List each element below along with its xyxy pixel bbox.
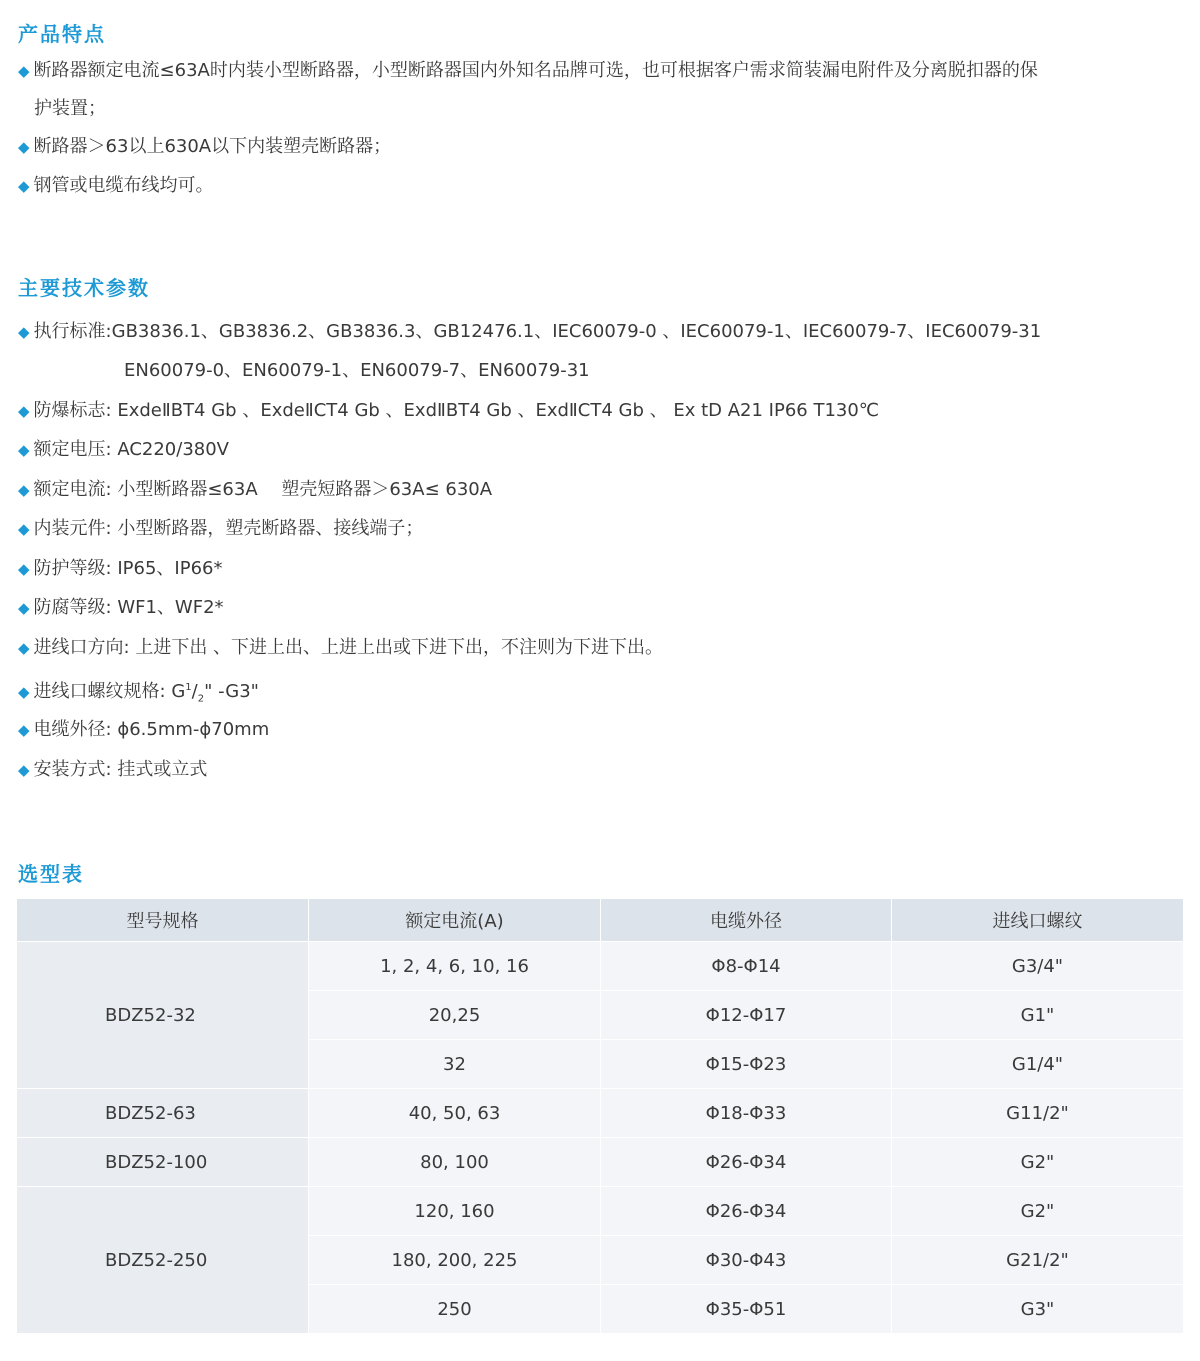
current-cell: 32 bbox=[309, 1040, 601, 1089]
current-cell: 180, 200, 225 bbox=[309, 1236, 601, 1285]
header-model: 型号规格 bbox=[17, 899, 309, 942]
thread-cell: G2" bbox=[892, 1138, 1184, 1187]
selection-table bbox=[16, 898, 1184, 1334]
current-cell: 80, 100 bbox=[309, 1138, 601, 1187]
header-cable-diameter: 电缆外径 bbox=[601, 899, 892, 942]
param-item-thread: ◆ 进线口螺纹规格: $G^1/_2$" -G3" bbox=[18, 681, 259, 705]
thread-cell: G21/2" bbox=[892, 1236, 1184, 1285]
current-cell: 20,25 bbox=[309, 991, 601, 1040]
model-cell: BDZ52-63 bbox=[17, 1089, 309, 1138]
diamond-bullet-icon: ◆ bbox=[18, 761, 30, 779]
model-cell: BDZ52-32 bbox=[17, 942, 309, 1089]
feature-item: ◆ 钢管或电缆布线均可。 bbox=[18, 175, 214, 196]
cable-cell: Φ18-Φ33 bbox=[601, 1089, 892, 1138]
param-item: ◆ 进线口方向: 上进下出 、下进上出、上进上出或下进下出，不注则为下进下出。 bbox=[18, 637, 664, 658]
thread-cell: G3/4" bbox=[892, 942, 1184, 991]
diamond-bullet-icon: ◆ bbox=[18, 402, 30, 420]
param-item: ◆ 电缆外径: ϕ6.5mm-ϕ70mm bbox=[18, 719, 270, 740]
thread-cell: G1/4" bbox=[892, 1040, 1184, 1089]
model-cell: BDZ52-250 bbox=[17, 1187, 309, 1334]
cable-cell: Φ35-Φ51 bbox=[601, 1285, 892, 1334]
current-cell: 40, 50, 63 bbox=[309, 1089, 601, 1138]
thread-cell: G11/2" bbox=[892, 1089, 1184, 1138]
param-standard-continuation: EN60079-0、EN60079-1、EN60079-7、EN60079-31 bbox=[124, 360, 590, 381]
diamond-bullet-icon: ◆ bbox=[18, 62, 30, 80]
param-item: ◆ 防爆标志: ExdeⅡBT4 Gb 、ExdeⅡCT4 Gb 、ExdⅡBT4 Gb 、ExdⅡCT4 Gb 、 Ex tD A21 IP66 T130℃ bbox=[18, 400, 880, 421]
header-current: 额定电流(A) bbox=[309, 899, 601, 942]
param-item: ◆ 额定电压: AC220/380V bbox=[18, 439, 229, 460]
diamond-bullet-icon: ◆ bbox=[18, 639, 30, 657]
diamond-bullet-icon: ◆ bbox=[18, 520, 30, 538]
feature-item-continuation: 护装置； bbox=[34, 98, 106, 119]
feature-item: ◆ 断路器＞63以上630A以下内装塑壳断路器； bbox=[18, 136, 392, 157]
table-row bbox=[17, 1089, 1184, 1138]
feature-item: ◆ 断路器额定电流≤63A时内装小型断路器，小型断路器国内外知名品牌可选，也可根据客户需求简装漏电附件及分离脱扣器的保 bbox=[18, 60, 1038, 81]
thread-cell: G3" bbox=[892, 1285, 1184, 1334]
param-item: ◆ 额定电流: 小型断路器≤63A 塑壳短路器＞63A≤ 630A bbox=[18, 479, 493, 500]
table-row bbox=[17, 1187, 1184, 1236]
current-cell: 120, 160 bbox=[309, 1187, 601, 1236]
diamond-bullet-icon: ◆ bbox=[18, 323, 30, 341]
header-thread: 进线口螺纹 bbox=[892, 899, 1184, 942]
diamond-bullet-icon: ◆ bbox=[18, 560, 30, 578]
cable-cell: Φ26-Φ34 bbox=[601, 1138, 892, 1187]
selection-title: 选型表 bbox=[18, 862, 84, 886]
diamond-bullet-icon: ◆ bbox=[18, 721, 30, 739]
cable-cell: Φ15-Φ23 bbox=[601, 1040, 892, 1089]
model-cell: BDZ52-100 bbox=[17, 1138, 309, 1187]
param-item: ◆ 防护等级: IP65、IP66* bbox=[18, 558, 223, 579]
table-header-row bbox=[17, 899, 1184, 942]
thread-cell: G2" bbox=[892, 1187, 1184, 1236]
params-title: 主要技术参数 bbox=[18, 276, 150, 300]
features-title: 产品特点 bbox=[18, 22, 106, 46]
diamond-bullet-icon: ◆ bbox=[18, 683, 30, 701]
diamond-bullet-icon: ◆ bbox=[18, 138, 30, 156]
param-item: ◆ 安装方式: 挂式或立式 bbox=[18, 759, 208, 780]
cable-cell: Φ12-Φ17 bbox=[601, 991, 892, 1040]
current-cell: 250 bbox=[309, 1285, 601, 1334]
table-row bbox=[17, 942, 1184, 991]
thread-cell: G1" bbox=[892, 991, 1184, 1040]
cable-cell: Φ30-Φ43 bbox=[601, 1236, 892, 1285]
table-row bbox=[17, 1138, 1184, 1187]
param-item-standard: ◆ 执行标准:GB3836.1、GB3836.2、GB3836.3、GB12476.1、IEC60079-0 、IEC60079-1、IEC60079-7、IEC60079-31 bbox=[18, 321, 1042, 342]
param-item: ◆ 防腐等级: WF1、WF2* bbox=[18, 597, 224, 618]
diamond-bullet-icon: ◆ bbox=[18, 177, 30, 195]
param-item: ◆ 内装元件: 小型断路器，塑壳断路器、接线端子； bbox=[18, 518, 424, 539]
diamond-bullet-icon: ◆ bbox=[18, 599, 30, 617]
cable-cell: Φ8-Φ14 bbox=[601, 942, 892, 991]
current-cell: 1, 2, 4, 6, 10, 16 bbox=[309, 942, 601, 991]
diamond-bullet-icon: ◆ bbox=[18, 441, 30, 459]
cable-cell: Φ26-Φ34 bbox=[601, 1187, 892, 1236]
diamond-bullet-icon: ◆ bbox=[18, 481, 30, 499]
